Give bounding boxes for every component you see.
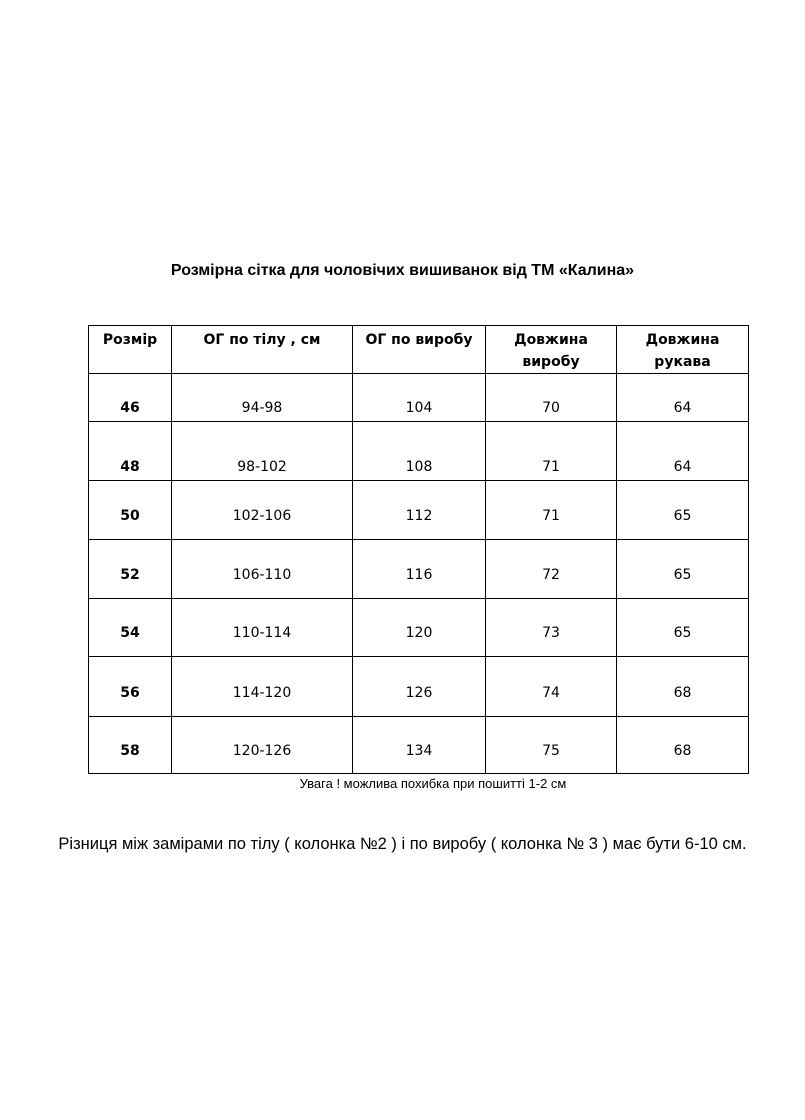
cell-body-chest: 110-114 xyxy=(172,599,353,657)
cell-sleeve-length: 65 xyxy=(617,481,749,540)
table-row xyxy=(89,717,749,774)
cell-garment-length: 74 xyxy=(486,657,617,717)
cell-size: 52 xyxy=(89,540,172,599)
cell-garment-length: 75 xyxy=(486,717,617,774)
cell-size: 46 xyxy=(89,374,172,422)
header-garment-length: Довжина виробу xyxy=(486,326,617,374)
header-size: Розмір xyxy=(89,326,172,374)
cell-garment-length: 71 xyxy=(486,481,617,540)
table-row xyxy=(89,540,749,599)
cell-size: 58 xyxy=(89,717,172,774)
cell-size: 56 xyxy=(89,657,172,717)
size-table xyxy=(88,325,749,774)
measurement-difference-text: Різниця між замірами по тілу ( колонка №2 ) і по виробу ( колонка № 3 ) має бути 6-10 см. xyxy=(58,835,747,853)
cell-body-chest: 102-106 xyxy=(172,481,353,540)
cell-sleeve-length: 68 xyxy=(617,657,749,717)
header-sleeve-length: Довжина рукава xyxy=(617,326,749,374)
cell-sleeve-length: 68 xyxy=(617,717,749,774)
cell-garment-chest: 116 xyxy=(353,540,486,599)
cell-size: 54 xyxy=(89,599,172,657)
cell-body-chest: 94-98 xyxy=(172,374,353,422)
cell-sleeve-length: 65 xyxy=(617,540,749,599)
cell-body-chest: 120-126 xyxy=(172,717,353,774)
table-row xyxy=(89,657,749,717)
cell-garment-length: 71 xyxy=(486,422,617,481)
table-row xyxy=(89,422,749,481)
table-row xyxy=(89,481,749,540)
table-header-row xyxy=(89,326,749,374)
table-row xyxy=(89,374,749,422)
cell-sleeve-length: 64 xyxy=(617,374,749,422)
cell-garment-length: 70 xyxy=(486,374,617,422)
cell-garment-chest: 126 xyxy=(353,657,486,717)
page-title: Розмірна сітка для чоловічих вишиванок від ТМ «Калина» xyxy=(170,262,635,279)
cell-garment-chest: 108 xyxy=(353,422,486,481)
cell-garment-chest: 134 xyxy=(353,717,486,774)
cell-garment-chest: 104 xyxy=(353,374,486,422)
header-garment-chest: ОГ по виробу xyxy=(353,326,486,374)
cell-body-chest: 106-110 xyxy=(172,540,353,599)
cell-size: 50 xyxy=(89,481,172,540)
cell-size: 48 xyxy=(89,422,172,481)
cell-body-chest: 98-102 xyxy=(172,422,353,481)
cell-garment-chest: 120 xyxy=(353,599,486,657)
table-row xyxy=(89,599,749,657)
cell-garment-chest: 112 xyxy=(353,481,486,540)
cell-garment-length: 73 xyxy=(486,599,617,657)
cell-body-chest: 114-120 xyxy=(172,657,353,717)
cell-sleeve-length: 65 xyxy=(617,599,749,657)
cell-garment-length: 72 xyxy=(486,540,617,599)
cell-sleeve-length: 64 xyxy=(617,422,749,481)
header-body-chest: ОГ по тілу , см xyxy=(172,326,353,374)
tolerance-note: Увага ! можлива похибка при пошитті 1-2 см xyxy=(299,776,567,791)
